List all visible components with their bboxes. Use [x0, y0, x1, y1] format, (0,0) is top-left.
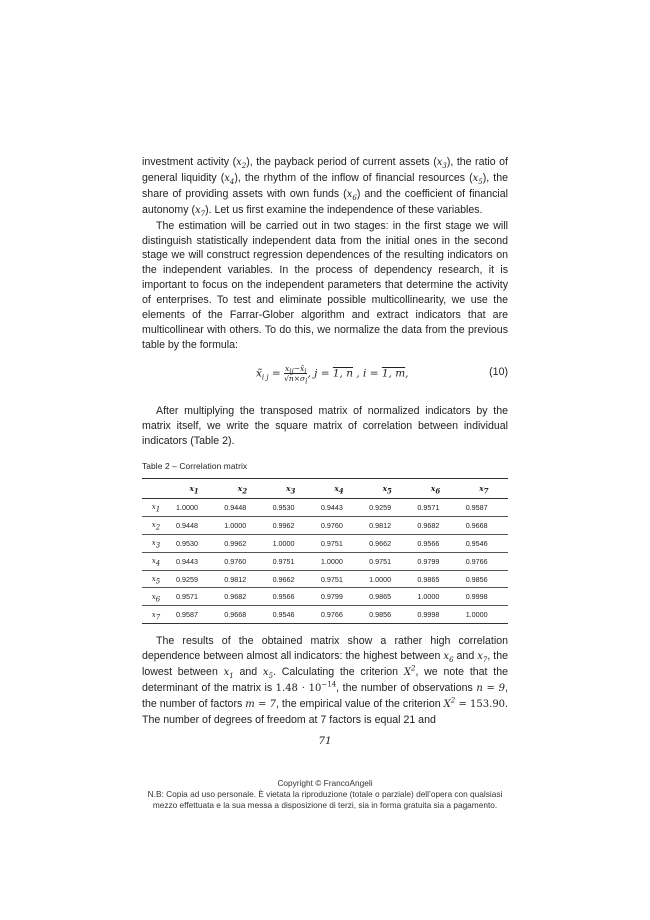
var-x6: $x_6$ [346, 188, 357, 202]
table-row [142, 588, 508, 606]
footer-notice-line-2: mezzo effettuata e la sua messa a disposizione di terzi, sia in forma gratuita sia a pagamento. [152, 800, 498, 811]
table-cell: 1.0000 [460, 606, 508, 624]
table-header-x4: $x_4$ [315, 479, 363, 499]
table-cell: 0.9799 [315, 588, 363, 606]
body-paragraph-1 [142, 155, 508, 353]
table-cell: 0.9751 [363, 552, 411, 570]
table-cell: 0.9662 [363, 534, 411, 552]
table-cell: 0.9571 [170, 588, 218, 606]
table-row [142, 606, 508, 624]
equation-number: (10) [489, 366, 508, 378]
table-row [142, 516, 508, 534]
table-cell: 0.9566 [267, 588, 315, 606]
table-row [142, 552, 508, 570]
table-cell: 0.9682 [411, 516, 459, 534]
para1-text: investment activity ( [142, 156, 237, 168]
table-cell: 0.9443 [170, 552, 218, 570]
table-cell: 0.9812 [363, 516, 411, 534]
formula-fraction: $\frac{x_{ij}-x̄_i}{√n\times\sigma_i}$ [284, 364, 308, 386]
body-paragraph-3: After multiplying the transposed matrix of normalized indicators by the matrix itself, we write the square matrix of correlation between individual indicators (Table 2). [142, 405, 508, 447]
table-header-x1: $x_1$ [170, 479, 218, 499]
para1-text: ), the rhythm of the inflow of financial resources ( [234, 171, 473, 184]
row-label: $x_6$ [142, 588, 170, 606]
table-cell: 0.9760 [218, 552, 266, 570]
para1-text: ). Let us first examine the independence of these variables. [205, 203, 483, 216]
table-header-x7: $x_7$ [460, 479, 508, 499]
table-cell: 0.9799 [411, 552, 459, 570]
table-cell: 0.9962 [218, 534, 266, 552]
row-label: $x_2$ [142, 516, 170, 534]
var-x7: $x_7$ [195, 204, 206, 218]
footer-notice-line-1: N.B: Copia ad uso personale. È vietata la riproduzione (totale o parziale) dell’opera con qualsiasi [147, 789, 503, 800]
table-cell: 1.0000 [267, 534, 315, 552]
table-cell: 0.9856 [460, 570, 508, 588]
table-cell: 0.9587 [460, 499, 508, 517]
copyright-footer [0, 778, 650, 812]
table-cell: 0.9448 [218, 499, 266, 517]
table-row [142, 570, 508, 588]
var-x5: $x_5$ [472, 172, 483, 186]
table-cell: 0.9998 [411, 606, 459, 624]
table-cell: 0.9682 [218, 588, 266, 606]
table-corner-cell [142, 479, 170, 499]
table-cell: 0.9766 [460, 552, 508, 570]
table-cell: 0.9668 [218, 606, 266, 624]
table-cell: 0.9751 [315, 570, 363, 588]
table-row [142, 534, 508, 552]
table-row [142, 499, 508, 517]
formula-expression: $x̃_{i j}$ = $\frac{x_{ij}-x̄_i}{√n\times\sigma_i}$ , j = 1, n , i = 1, m, [256, 364, 409, 386]
table-cell: 0.9962 [267, 516, 315, 534]
table-cell: 0.9812 [218, 570, 266, 588]
table-cell: 0.9751 [267, 552, 315, 570]
row-label: $x_4$ [142, 552, 170, 570]
table-cell: 0.9443 [315, 499, 363, 517]
table-header-x2: $x_2$ [218, 479, 266, 499]
table-caption: Table 2 – Correlation matrix [142, 461, 248, 471]
table-cell: 0.9662 [267, 570, 315, 588]
table-cell: 0.9856 [363, 606, 411, 624]
table-cell: 1.0000 [363, 570, 411, 588]
table-cell: 0.9571 [411, 499, 459, 517]
row-label: $x_7$ [142, 606, 170, 624]
row-label: $x_3$ [142, 534, 170, 552]
table-cell: 0.9865 [363, 588, 411, 606]
table-header-row [142, 479, 508, 499]
table-cell: 0.9668 [460, 516, 508, 534]
table-cell: 0.9530 [170, 534, 218, 552]
table-header-x3: $x_3$ [267, 479, 315, 499]
table-cell: 0.9587 [170, 606, 218, 624]
para1-text: ), the payback period of current assets ( [246, 156, 437, 168]
table-cell: 1.0000 [170, 499, 218, 517]
table-cell: 0.9546 [460, 534, 508, 552]
table-cell: 1.0000 [218, 516, 266, 534]
footer-copyright: Copyright © FrancoAngeli [277, 778, 373, 788]
row-label: $x_1$ [142, 499, 170, 517]
table-cell: 0.9448 [170, 516, 218, 534]
table-cell: 0.9566 [411, 534, 459, 552]
equation-10 [142, 362, 508, 386]
table-header-x5: $x_5$ [363, 479, 411, 499]
body-paragraph-4: The results of the obtained matrix show a rather high correlation dependence between almost all indicators: the highest between $x_6$ and $x_7$, the lowest between $x_1$ and $x_5$. Calculating the criterion $X^2$, we note that the determinant of the matrix is $1.48 \cdot 10^{-14}$, the number of observations n = 9, the number of factors m = 7, the empirical value of the criterion $X^2 = 153.90$. The number of degrees of freedom at 7 factors is equal 21 and [142, 635, 508, 726]
table-cell: 1.0000 [411, 588, 459, 606]
correlation-matrix-table [142, 478, 508, 624]
table-cell: 0.9998 [460, 588, 508, 606]
table-cell: 0.9766 [315, 606, 363, 624]
table-cell: 0.9259 [363, 499, 411, 517]
table-cell: 0.9530 [267, 499, 315, 517]
var-x4: $x_4$ [224, 172, 235, 186]
row-label: $x_5$ [142, 570, 170, 588]
var-x3: $x_3$ [436, 157, 447, 170]
para1-text: ), the share of providing assets with own funds ( [142, 171, 508, 200]
var-x2: $x_2$ [236, 157, 247, 170]
table-cell: 0.9546 [267, 606, 315, 624]
table-header-x6: $x_6$ [411, 479, 459, 499]
table-cell: 0.9751 [315, 534, 363, 552]
para1-text: ) and the coefficient of financial autonomy ( [142, 187, 509, 216]
body-paragraph-2: The estimation will be carried out in two stages: in the first stage we will distinguish statistically independent data from the initial ones in the second stage we will construct regression dependences of the resulting indicators on the independent variables. In the process of dependency research, it is important to focus on the independent parameters that determine the activity of enterprises. To test and eliminate possible multicollinearity, we use the elements of the Farrar-Glober algorithm and extract indicators that are multicollinear with others. To do this, we normalize the data from the previous table by the formula: [142, 219, 508, 351]
table-cell: 0.9865 [411, 570, 459, 588]
table-cell: 0.9760 [315, 516, 363, 534]
table-cell: 0.9259 [170, 570, 218, 588]
para1-text: ), the ratio of general liquidity ( [142, 156, 508, 184]
table-cell: 1.0000 [315, 552, 363, 570]
page-number: 71 [318, 735, 332, 747]
